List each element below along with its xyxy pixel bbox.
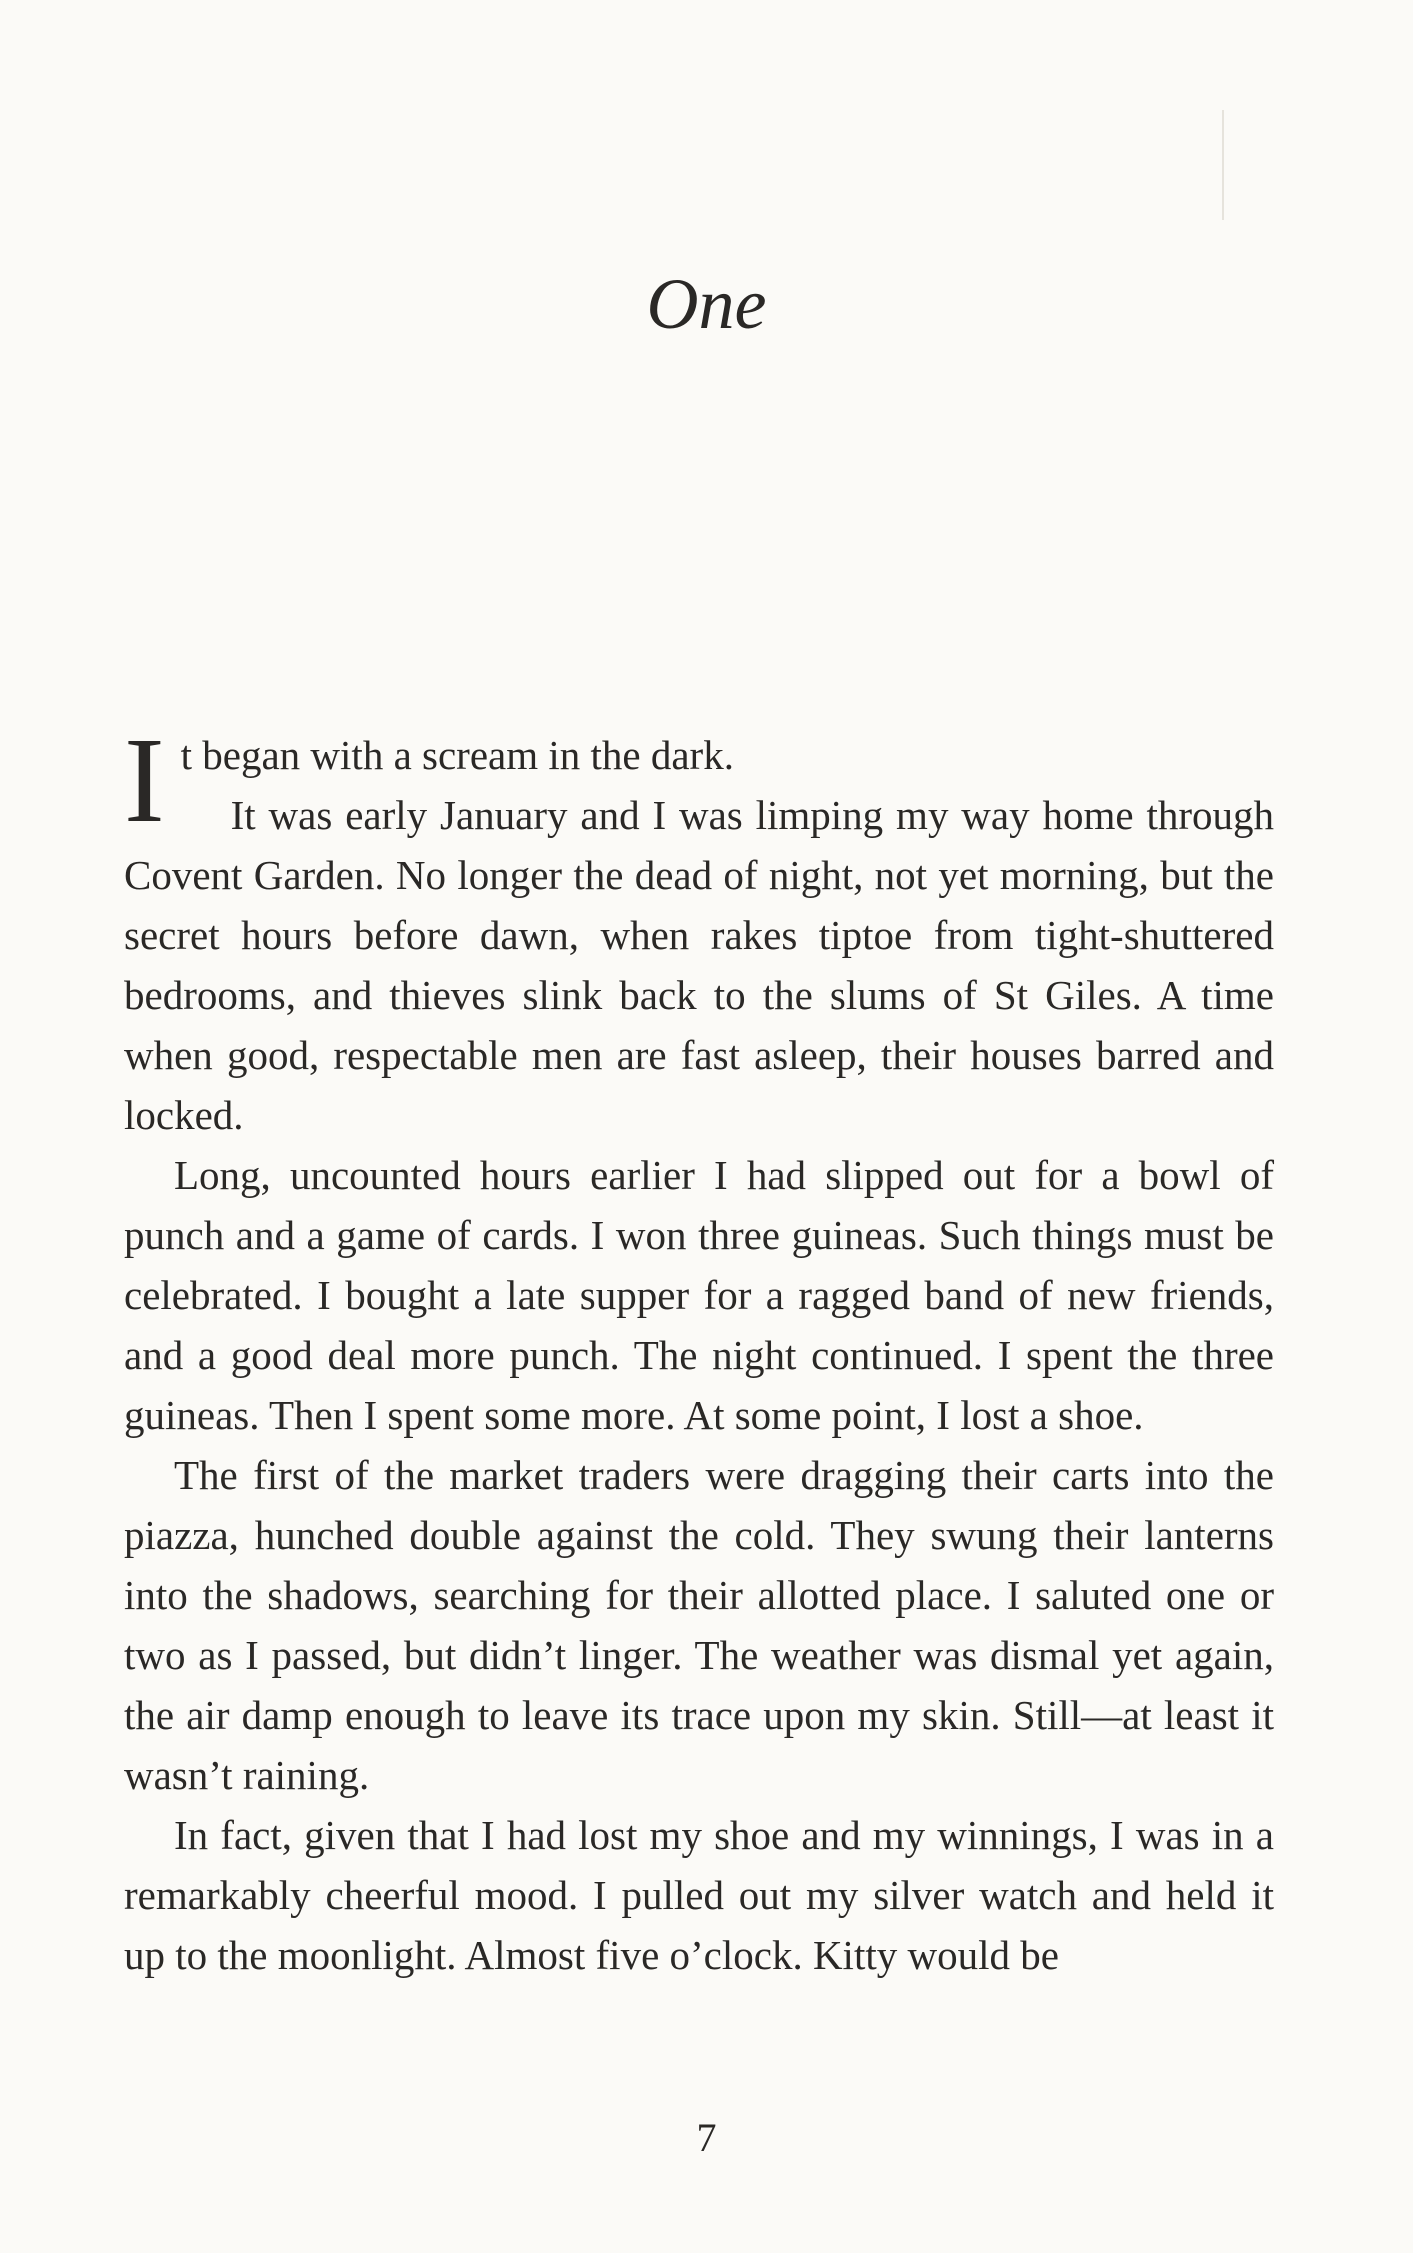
paragraph-4: The first of the market traders were dragging their carts into the piazza, hunched double against the cold. They swung their lanterns into the shadows, searching for their allotted place. I saluted one or two as I passed, but didn’t linger. The weather was dismal yet again, the air damp enough to leave its trace upon my skin. Still—at least it wasn’t raining.	[124, 1452, 1274, 1798]
chapter-title: One	[646, 264, 767, 344]
paragraph-3: Long, uncounted hours earlier I had slipped out for a bowl of punch and a game of cards. I won three guineas. Such things must be celebrated. I bought a late supper for a ragged band of new friends, and a good deal more punch. The night continued. I spent the three guineas. Then I spent some more. At some point, I lost a shoe.	[124, 1152, 1274, 1438]
paragraph-1	[124, 713, 1274, 848]
drop-cap: I	[124, 713, 165, 848]
paragraph-2: It was early January and I was limping my way home through Covent Garden. No longer the dead of night, not yet morning, but the secret hours before dawn, when rakes tiptoe from tight-shuttered bedrooms, and thieves slink back to the slums of St Giles. A time when good, respectable men are fast asleep, their houses barred and locked.	[124, 792, 1274, 1138]
page-number: 7	[696, 2115, 717, 2160]
paragraph-1-text: t began with a scream in the dark.	[180, 732, 734, 778]
chapter-body	[124, 713, 1274, 1985]
scan-artifact-line	[1222, 110, 1224, 220]
paragraph-5: In fact, given that I had lost my shoe and my winnings, I was in a remarkably cheerful mood. I pulled out my silver watch and held it up to the moonlight. Almost five o’clock. Kitty would be	[124, 1812, 1274, 1978]
